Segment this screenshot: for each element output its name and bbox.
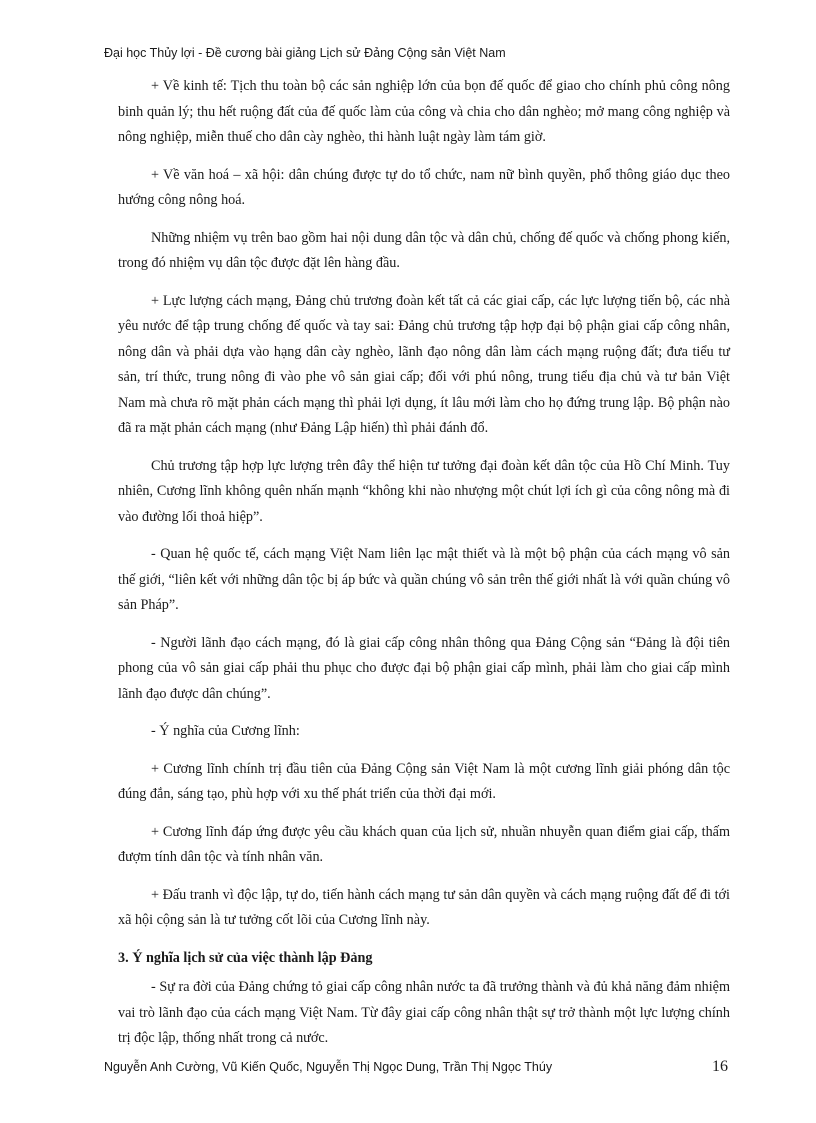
page-number: 16	[712, 1058, 728, 1075]
paragraph-party-founding: - Sự ra đời của Đảng chứng tỏ giai cấp công nhân nước ta đã trưởng thành và đủ khả năng đảm nhiệm vai trò lãnh đạo của cách mạng Việt Nam. Từ đây giai cấp công nhân thật sự trở thành một lực lượng chính trị độc lập, thống nhất trong cả nước.	[118, 979, 730, 1046]
paragraph-international-relations: - Quan hệ quốc tế, cách mạng Việt Nam liên lạc mật thiết và là một bộ phận của cách mạng vô sản thế giới, “liên kết với những dân tộc bị áp bức và quần chúng vô sản trên thế giới nhất là với quần chúng vô sản Pháp”.	[118, 546, 730, 613]
paragraph-revolutionary-forces: + Lực lượng cách mạng, Đảng chủ trương đoàn kết tất cả các giai cấp, các lực lượng tiến bộ, các nhà yêu nước để tập trung chống đế quốc và tay sai: Đảng chủ trương tập hợp đại bộ phận giai cấp công nhân, nông dân và phải dựa vào hạng dân cày nghèo, lãnh đạo nông dân làm cách mạng ruộng đất; đưa tiểu tư sản, trí thức, trung nông đi vào phe vô sản giai cấp; đối với phú nông, trung tiểu địa chủ và tư bản Việt Nam mà chưa rõ mặt phản cách mạng thì phải lợi dụng, ít lâu mới làm cho họ đứng trung lập. Bộ phận nào đã ra mặt phản cách mạng (như Đảng Lập hiến) thì phải đánh đổ.	[118, 292, 730, 436]
section-heading: 3. Ý nghĩa lịch sử của việc thành lập Đảng	[118, 949, 373, 966]
document-body	[118, 74, 730, 1064]
paragraph-leadership: - Người lãnh đạo cách mạng, đó là giai cấp công nhân thông qua Đảng Cộng sản “Đảng là đội tiên phong của vô sản giai cấp phải thu phục cho được đại bộ phận giai cấp mình, phải làm cho giai cấp mình lãnh đạo được dân chúng”.	[118, 634, 730, 702]
paragraph-platform-significance: - Ý nghĩa của Cương lĩnh:	[151, 723, 300, 739]
paragraph-significance-1: + Cương lĩnh chính trị đầu tiên của Đảng Cộng sản Việt Nam là một cương lĩnh giải phóng dân tộc đúng đắn, sáng tạo, phù hợp với xu thế phát triển của thời đại mới.	[118, 760, 730, 802]
footer-authors: Nguyễn Anh Cường, Vũ Kiến Quốc, Nguyễn Thị Ngọc Dung, Trần Thị Ngọc Thúy	[104, 1060, 553, 1074]
paragraph-economy: + Về kinh tế: Tịch thu toàn bộ các sản nghiệp lớn của bọn đế quốc để giao cho chính phủ công nông binh quản lý; thu hết ruộng đất của đế quốc làm của công và chia cho dân nghèo; mở mang công nghiệp và nông nghiệp, miễn thuế cho dân cày nghèo, thi hành luật ngày làm tám giờ.	[118, 78, 730, 145]
paragraph-culture-society: + Về văn hoá – xã hội: dân chúng được tự do tổ chức, nam nữ bình quyền, phổ thông giáo dục theo hướng công nông hoá.	[118, 166, 730, 208]
paragraph-great-unity: Chủ trương tập hợp lực lượng trên đây thể hiện tư tưởng đại đoàn kết dân tộc của Hồ Chí Minh. Tuy nhiên, Cương lĩnh không quên nhấn mạnh “không khi nào nhượng một chút lợi ích gì của công nông mà đi vào đường lối thoả hiệp”.	[118, 457, 730, 525]
paragraph-tasks-summary: Những nhiệm vụ trên bao gồm hai nội dung dân tộc và dân chủ, chống đế quốc và chống phong kiến, trong đó nhiệm vụ dân tộc được đặt lên hàng đầu.	[118, 229, 730, 271]
page-header: Đại học Thủy lợi - Đề cương bài giảng Lịch sử Đảng Cộng sản Việt Nam	[104, 46, 506, 60]
paragraph-significance-2: + Cương lĩnh đáp ứng được yêu cầu khách quan của lịch sử, nhuần nhuyễn quan điểm giai cấp, thấm đượm tính dân tộc và tính nhân văn.	[118, 823, 730, 865]
paragraph-significance-3: + Đấu tranh vì độc lập, tự do, tiến hành cách mạng tư sản dân quyền và cách mạng ruộng đất để đi tới xã hội cộng sản là tư tưởng cốt lõi của Cương lĩnh này.	[118, 886, 730, 928]
